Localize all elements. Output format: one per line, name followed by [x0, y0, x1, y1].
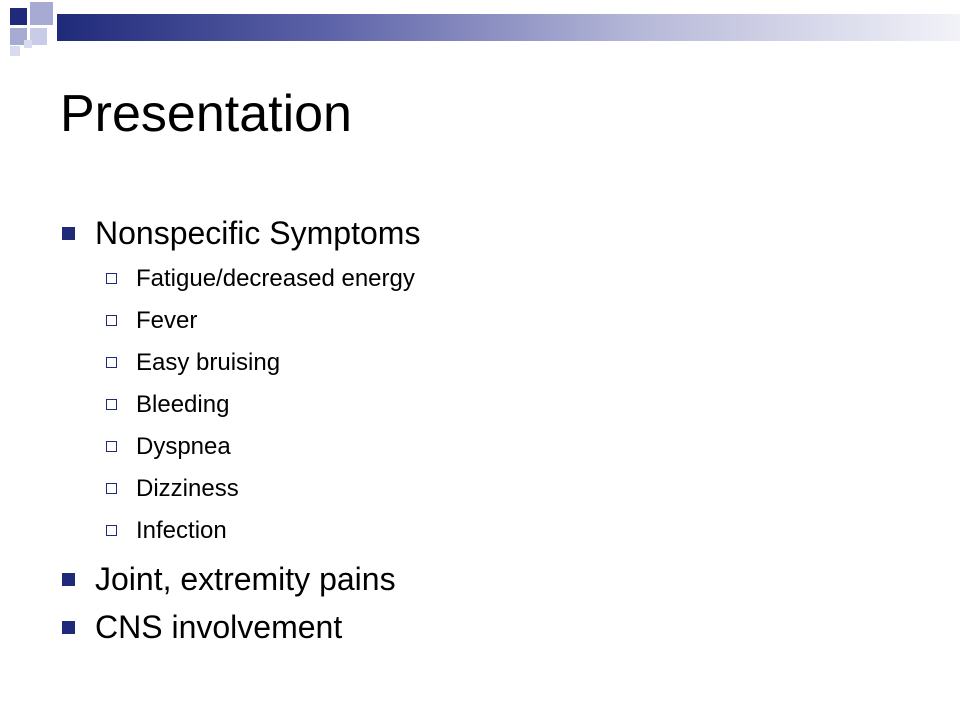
hollow-square-bullet-icon: [106, 357, 117, 368]
sub-bullet-text: Dizziness: [136, 475, 239, 502]
hollow-square-bullet-icon: [106, 441, 117, 452]
bullet-text: Joint, extremity pains: [95, 561, 396, 597]
bullet-text: CNS involvement: [95, 609, 343, 645]
sub-bullet-text: Fatigue/decreased energy: [136, 265, 415, 292]
hollow-square-bullet-icon: [106, 399, 117, 410]
sub-bullet-text: Easy bruising: [136, 349, 281, 376]
square-bullet-icon: [62, 621, 75, 634]
square-bullet-icon: [62, 227, 75, 240]
hollow-square-bullet-icon: [106, 273, 117, 284]
hollow-square-bullet-icon: [106, 483, 117, 494]
hollow-square-bullet-icon: [106, 315, 117, 326]
hollow-square-bullet-icon: [106, 525, 117, 536]
sub-bullet-text: Fever: [136, 307, 198, 334]
bullet-text: Nonspecific Symptoms: [95, 215, 421, 251]
sub-bullet-text: Dyspnea: [136, 433, 231, 460]
square-bullet-icon: [62, 573, 75, 586]
slide-title: Presentation: [60, 85, 352, 143]
sub-bullet-text: Bleeding: [136, 391, 230, 418]
sub-bullet-text: Infection: [136, 517, 227, 544]
